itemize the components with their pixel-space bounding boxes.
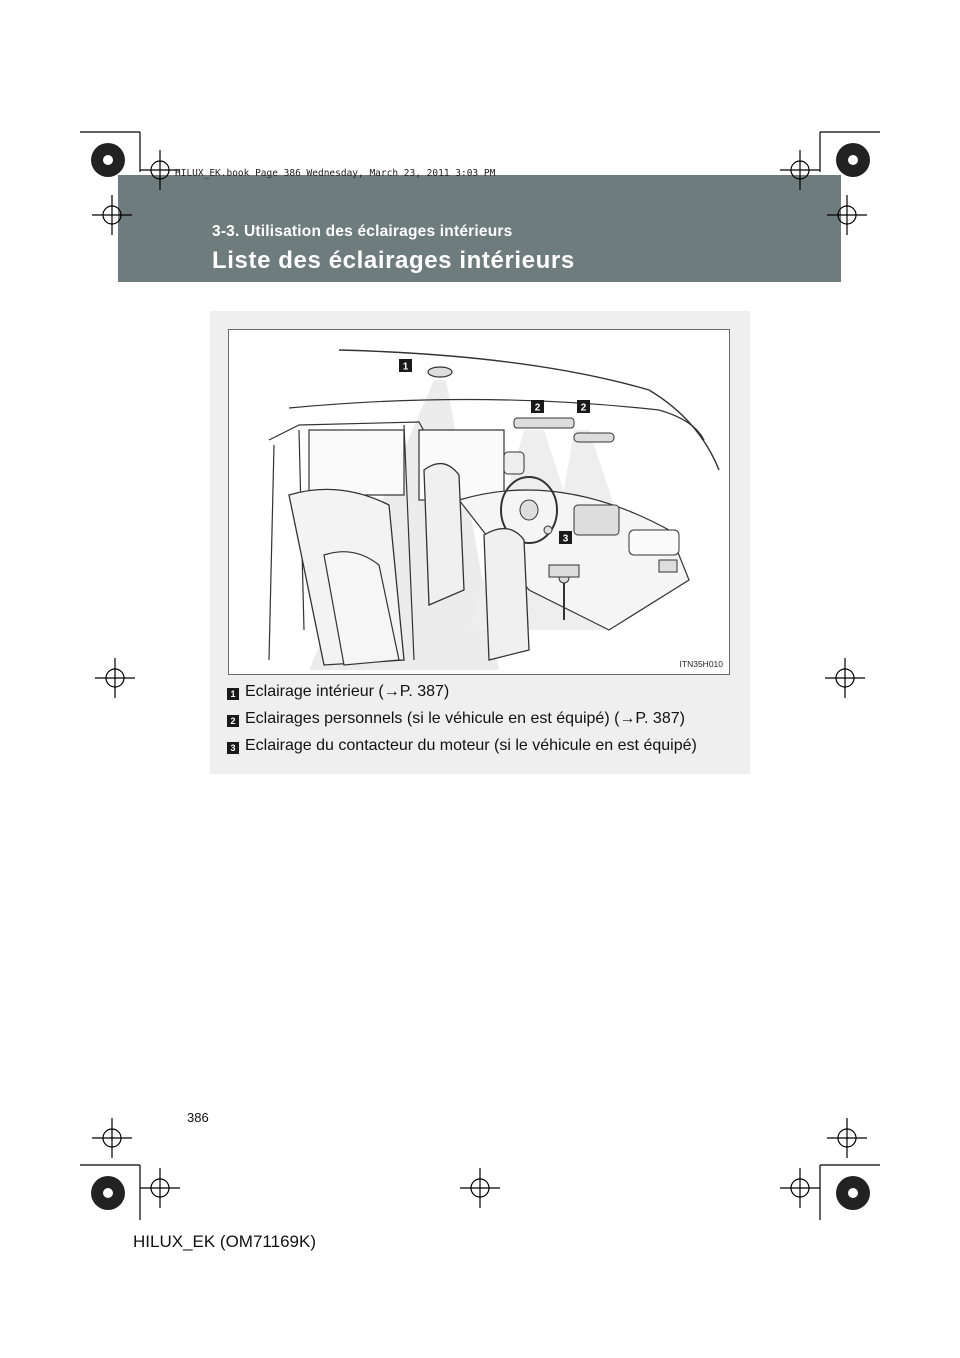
print-stamp: HILUX_EK.book Page 386 Wednesday, March 23, 2011 3:03 PM	[175, 168, 496, 179]
section-label: 3-3. Utilisation des éclairages intérieurs	[212, 223, 513, 240]
page-number: 386	[187, 1110, 209, 1125]
svg-text:2: 2	[580, 402, 587, 414]
model-code: HILUX_EK (OM71169K)	[133, 1232, 316, 1251]
page-title: Liste des éclairages intérieurs	[212, 247, 575, 274]
car-interior-drawing	[229, 330, 729, 674]
legend-text: Eclairage intérieur (→P. 387)	[245, 683, 450, 700]
legend-item	[227, 737, 747, 763]
callout-1	[399, 359, 412, 373]
svg-text:3: 3	[562, 533, 569, 545]
legend-text: Eclairages personnels (si le véhicule en est équipé) (→P. 387)	[245, 710, 685, 727]
legend-text: Eclairage du contacteur du moteur (si le véhicule en est équipé)	[245, 737, 697, 754]
figure-box	[210, 311, 750, 774]
svg-text:2: 2	[534, 402, 541, 414]
legend	[227, 683, 747, 764]
legend-item	[227, 710, 747, 736]
legend-item	[227, 683, 747, 709]
callout-2a	[531, 400, 544, 414]
svg-text:1: 1	[402, 361, 409, 373]
chapter-header	[118, 175, 841, 282]
figure-code: ITN35H010	[679, 659, 723, 669]
legend-number-badge: 2	[227, 715, 239, 727]
legend-number-badge: 3	[227, 742, 239, 754]
callout-2b	[577, 400, 590, 414]
callout-3	[559, 531, 572, 545]
dome-light	[428, 367, 452, 377]
interior-illustration	[228, 329, 730, 675]
legend-number-badge: 1	[227, 688, 239, 700]
